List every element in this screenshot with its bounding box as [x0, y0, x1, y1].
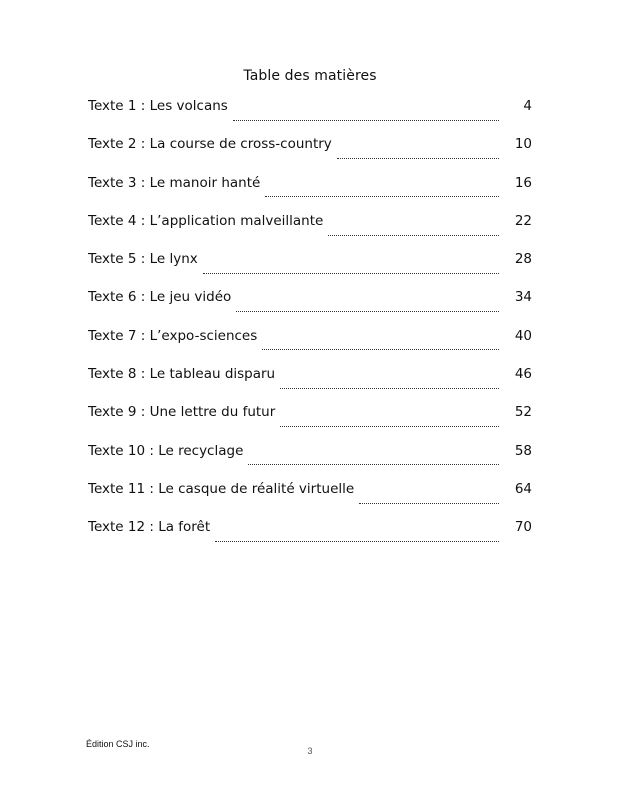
toc-entry-page: 28	[514, 251, 532, 268]
toc-entry-page: 4	[523, 98, 532, 114]
page-title: Table des matières	[243, 68, 377, 84]
toc-entry-label: Texte 7 : L’expo-sciences	[88, 327, 258, 344]
toc-entry-page: 46	[514, 366, 532, 383]
toc-leader-dots	[359, 503, 499, 504]
toc-leader-dots	[233, 120, 499, 121]
toc-leader-dots	[236, 311, 499, 312]
toc-entry[interactable]	[88, 443, 532, 481]
toc-entry-label: Texte 8 : Le tableau disparu	[88, 366, 276, 383]
toc-leader-dots	[337, 158, 499, 159]
toc-leader-dots	[248, 464, 499, 465]
toc-entry[interactable]	[88, 404, 532, 442]
toc-entry[interactable]	[88, 328, 532, 366]
toc-entry-page: 16	[514, 174, 532, 191]
toc-entry[interactable]	[88, 213, 532, 251]
toc-entry-page: 22	[514, 212, 532, 229]
toc-entry-label: Texte 11 : Le casque de réalité virtuelle	[88, 480, 355, 497]
toc-leader-dots	[215, 541, 499, 542]
toc-entry-label: Texte 2 : La course de cross-country	[88, 136, 332, 153]
toc-entry-label: Texte 6 : Le jeu vidéo	[88, 289, 232, 306]
toc-entry[interactable]	[88, 519, 532, 557]
toc-entry[interactable]	[88, 481, 532, 519]
toc-entry-page: 40	[514, 327, 532, 344]
table-of-contents	[88, 98, 532, 558]
toc-entry-page: 58	[514, 442, 532, 459]
toc-entry-page: 10	[514, 136, 532, 153]
toc-entry-page: 34	[514, 289, 532, 306]
toc-entry-label: Texte 3 : Le manoir hanté	[88, 174, 261, 191]
toc-leader-dots	[328, 235, 499, 236]
toc-entry-label: Texte 4 : L’application malveillante	[88, 212, 324, 229]
toc-entry-label: Texte 10 : Le recyclage	[88, 442, 244, 459]
publisher-footer: Édition CSJ inc.	[86, 739, 150, 749]
toc-leader-dots	[203, 273, 499, 274]
toc-leader-dots	[262, 349, 499, 350]
toc-entry-page: 52	[514, 404, 532, 421]
toc-entry-label: Texte 9 : Une lettre du futur	[88, 404, 276, 421]
toc-entry-page: 64	[514, 480, 532, 497]
toc-entry[interactable]	[88, 98, 532, 136]
toc-entry[interactable]	[88, 175, 532, 213]
toc-entry-label: Texte 12 : La forêt	[88, 519, 211, 536]
toc-entry-label: Texte 1 : Les volcans	[88, 98, 228, 114]
toc-entry[interactable]	[88, 289, 532, 327]
toc-entry-label: Texte 5 : Le lynx	[88, 251, 198, 268]
toc-entry[interactable]	[88, 366, 532, 404]
toc-entry-page: 70	[514, 519, 532, 536]
toc-entry[interactable]	[88, 251, 532, 289]
page-number: 3	[307, 746, 313, 756]
toc-leader-dots	[280, 388, 499, 389]
toc-leader-dots	[280, 426, 499, 427]
toc-leader-dots	[265, 196, 499, 197]
toc-entry[interactable]	[88, 136, 532, 174]
